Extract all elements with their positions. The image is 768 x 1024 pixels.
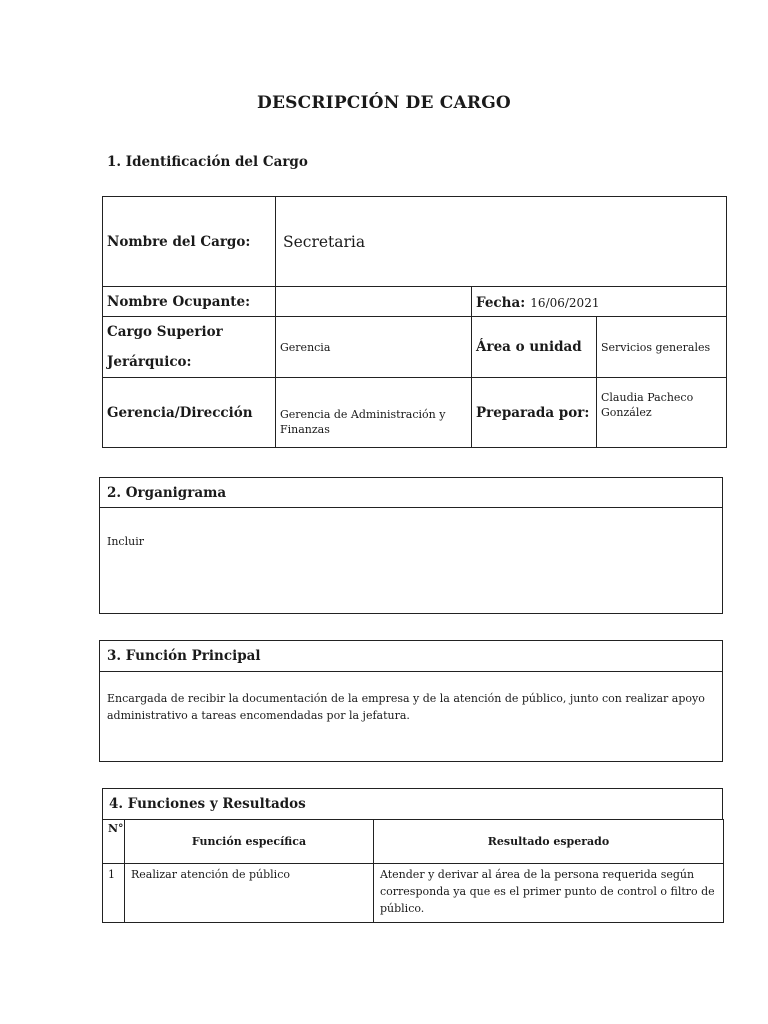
cargo-superior-label-line-2: Jerárquico: [107,354,192,370]
identification-table [102,196,727,448]
cargo-superior-value: Gerencia [276,317,472,378]
cargo-superior-label-line-1: Cargo Superior [107,324,223,340]
preparada-value: Claudia Pacheco González [597,378,727,448]
col-n-header: N° [103,820,125,864]
area-value: Servicios generales [597,317,727,378]
row-funcion: Realizar atención de público [125,864,374,923]
funciones-table-header [103,820,724,864]
funciones-table [102,819,724,923]
organigrama-body: Incluir [107,535,144,548]
nombre-cargo-value: Secretaria [276,197,727,287]
nombre-ocupante-value [276,287,472,317]
gerencia-label: Gerencia/Dirección [103,378,276,448]
row-resultado: Atender y derivar al área de la persona requerida según corresponda ya que es el primer punto de control o filtro de público. [374,864,724,923]
section-1-heading: 1. Identificación del Cargo [107,154,308,170]
cargo-superior-label [103,317,276,378]
funcion-principal-section [99,640,723,762]
gerencia-value: Gerencia de Administración y Finanzas [276,378,472,448]
fecha-value: 16/06/2021 [530,296,600,310]
nombre-ocupante-label: Nombre Ocupante: [103,287,276,317]
preparada-label: Preparada por: [472,378,597,448]
fecha-label: Fecha: [476,295,526,311]
organigrama-section [99,477,723,614]
funcion-principal-heading: 3. Función Principal [100,641,722,672]
funcion-principal-body: Encargada de recibir la documentación de la empresa y de la atención de público, junto con realizar apoyo administrativo a tareas encomendadas por la jefatura. [107,692,705,722]
organigrama-heading: 2. Organigrama [100,478,722,508]
nombre-cargo-label: Nombre del Cargo: [103,197,276,287]
col-resultado-header: Resultado esperado [374,820,724,864]
col-funcion-header: Función específica [125,820,374,864]
table-row [103,864,724,923]
area-label: Área o unidad [472,317,597,378]
funciones-resultados-heading: 4. Funciones y Resultados [102,788,723,820]
document-title: DESCRIPCIÓN DE CARGO [257,93,511,113]
fecha-cell [472,287,727,317]
row-n: 1 [103,864,125,923]
